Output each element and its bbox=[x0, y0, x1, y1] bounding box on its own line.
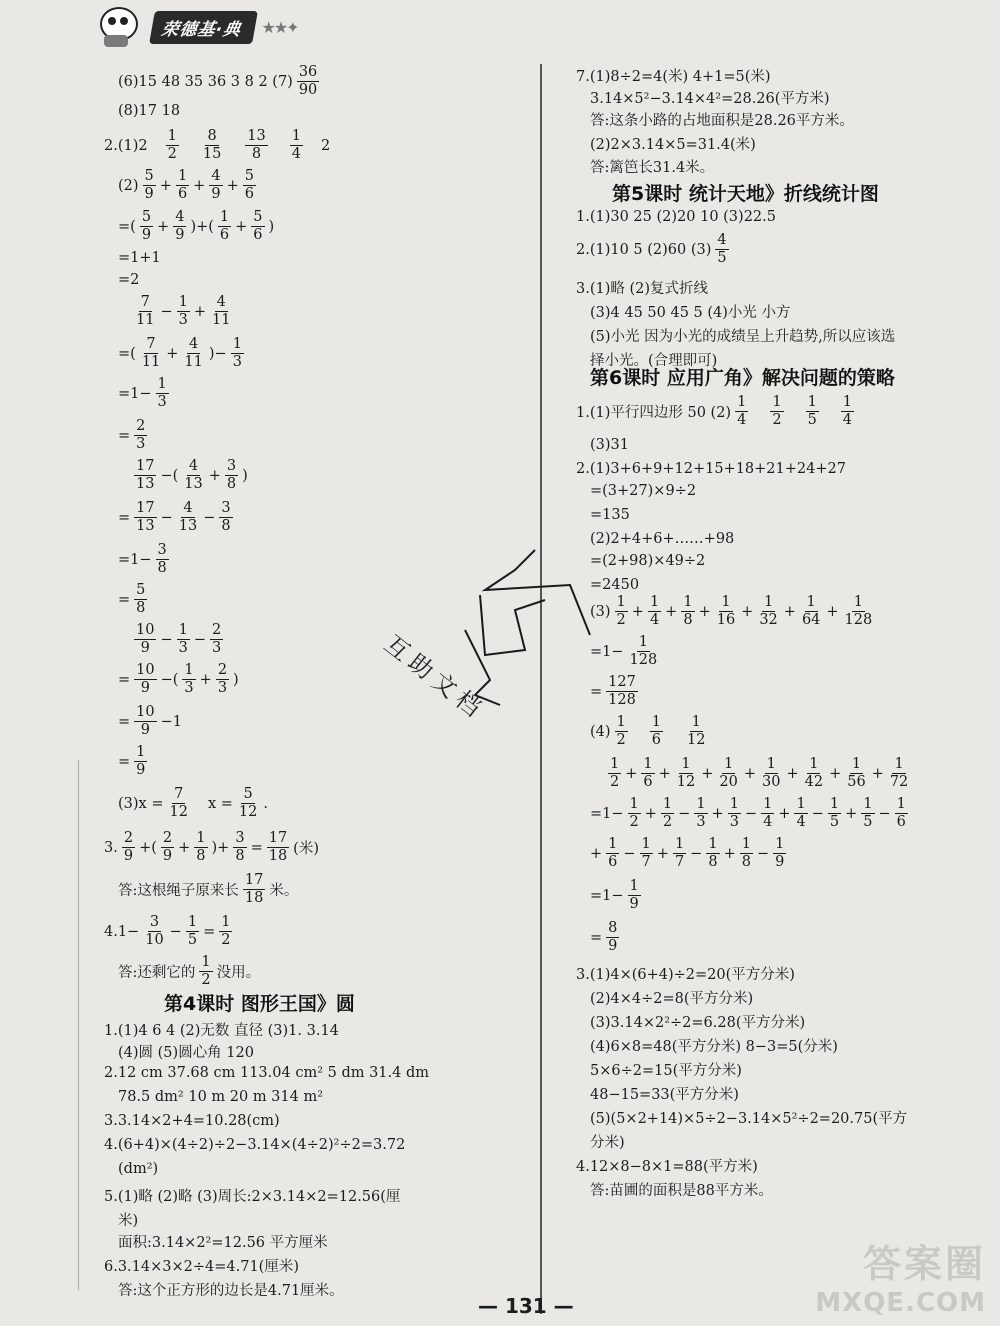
answer-line: (8)17 18 bbox=[118, 103, 181, 119]
answer-line: = $\frac{2}{3}$ bbox=[118, 418, 146, 453]
answer-line: 4.12×8−8×1=88(平方米) bbox=[576, 1159, 758, 1175]
answer-line: (2)2+4+6+……+98 bbox=[590, 531, 735, 547]
answer-line: 4.(6+4)×(4÷2)÷2−3.14×(4÷2)²÷2=3.72 bbox=[104, 1137, 406, 1153]
answer-line: 答:苗圃的面积是88平方米。 bbox=[590, 1183, 773, 1199]
answer-line: (4)圆 (5)圆心角 120 bbox=[118, 1045, 254, 1061]
answer-line: =1− $\frac{1}{9}$ bbox=[590, 878, 639, 913]
brand-title: 荣德基·典 bbox=[149, 11, 258, 44]
answer-line: =( $\frac{5}{9}$ + $\frac{4}{9}$ )+( $\frac{1}{6}$ + $\frac{5}{6}$ ) bbox=[118, 209, 275, 244]
answer-line: 面积:3.14×2²=12.56 平方厘米 bbox=[118, 1235, 328, 1251]
page-number: — 131 — bbox=[478, 1294, 574, 1318]
answer-line: =( $\frac{7}{11}$ + $\frac{4}{11}$ )− $\frac{1}{3}$ bbox=[118, 336, 242, 371]
answer-line: =2450 bbox=[590, 577, 640, 593]
answer-line: 4.1− $\frac{3}{10}$ − $\frac{1}{5}$ = $\frac{1}{2}$ bbox=[104, 914, 231, 949]
answer-line: =1− $\frac{1}{2}$ + $\frac{1}{2}$ − $\frac{1}{3}$ + $\frac{1}{3}$ − $\frac{1}{4}$ + $\frac{1}{4}$ − $\frac{1}{5}$ + $\frac{1}{5}$ − $\frac{1}{6}$ bbox=[590, 796, 906, 831]
answer-line: (3)3.14×2²÷2=6.28(平方分米) bbox=[590, 1015, 806, 1031]
answer-line: =1+1 bbox=[118, 250, 161, 266]
answer-line: 2.(1)10 5 (2)60 (3) $\frac{4}{5}$ bbox=[576, 232, 727, 267]
answer-line: 1.(1)4 6 4 (2)无数 直径 (3)1. 3.14 bbox=[104, 1023, 339, 1039]
answer-line: 48−15=33(平方分米) bbox=[590, 1087, 739, 1103]
answer-line: (6)15 48 35 36 3 8 2 (7) $\frac{36}{90}$ bbox=[118, 64, 318, 99]
section-heading: 第5课时 统计天地》折线统计图 bbox=[612, 183, 879, 205]
stamp-text: 互助文档 bbox=[379, 629, 491, 726]
answer-line: 78.5 dm² 10 m 20 m 314 m² bbox=[118, 1089, 324, 1105]
answer-line: 5.(1)略 (2)略 (3)周长:2×3.14×2=12.56(厘 bbox=[104, 1189, 401, 1205]
answer-line: (3) $\frac{1}{2}$ + $\frac{1}{4}$ + $\frac{1}{8}$ + $\frac{1}{16}$ + $\frac{1}{32}$ + $\frac{1}{64}$ + $\frac{1}{128}$ bbox=[590, 594, 873, 629]
answer-line: 答:这条小路的占地面积是28.26平方米。 bbox=[590, 113, 854, 129]
answer-line: =1− $\frac{1}{128}$ bbox=[590, 634, 658, 669]
answer-line: = $\frac{10}{9}$ −1 bbox=[118, 704, 182, 739]
answer-line: =135 bbox=[590, 507, 630, 523]
answer-line: =(2+98)×49÷2 bbox=[590, 553, 706, 569]
answer-line: (5)小光 因为小光的成绩呈上升趋势,所以应该选 bbox=[590, 329, 896, 345]
answer-line: 3.(1)略 (2)复式折线 bbox=[576, 281, 709, 297]
answer-line: 5×6÷2=15(平方分米) bbox=[590, 1063, 742, 1079]
answer-line: (5)(5×2+14)×5÷2−3.14×5²÷2=20.75(平方 bbox=[590, 1111, 908, 1127]
answer-line: = $\frac{1}{9}$ bbox=[118, 744, 146, 779]
answer-line: $\frac{17}{13}$ −( $\frac{4}{13}$ + $\frac{3}{8}$ ) bbox=[136, 458, 248, 493]
answer-line: 6.3.14×3×2÷4=4.71(厘米) bbox=[104, 1259, 299, 1275]
answer-line: 3.14×5²−3.14×4²=28.26(平方米) bbox=[590, 91, 830, 107]
answer-line: (3)31 bbox=[590, 437, 629, 453]
answer-line: 答:还剩它的 $\frac{1}{2}$ 没用。 bbox=[118, 954, 261, 989]
margin-line bbox=[78, 760, 79, 1290]
answer-line: 答:这个正方形的边长是4.71厘米。 bbox=[118, 1283, 344, 1299]
answer-line: = $\frac{10}{9}$ −( $\frac{1}{3}$ + $\frac{2}{3}$ ) bbox=[118, 662, 239, 697]
answer-line: =1− $\frac{3}{8}$ bbox=[118, 542, 167, 577]
answer-line: (2)2×3.14×5=31.4(米) bbox=[590, 137, 756, 153]
answer-line: 答:篱笆长31.4米。 bbox=[590, 160, 715, 176]
answer-line: (dm²) bbox=[118, 1161, 159, 1177]
answer-line: 米) bbox=[118, 1213, 139, 1229]
answer-line: (3)4 45 50 45 5 (4)小光 小方 bbox=[590, 305, 791, 321]
answer-line: $\frac{10}{9}$ − $\frac{1}{3}$ − $\frac{2}{3}$ bbox=[136, 622, 222, 657]
answer-line: (3)x = $\frac{7}{12}$ x = $\frac{5}{12}$ . bbox=[118, 786, 268, 821]
answer-line: = $\frac{5}{8}$ bbox=[118, 582, 146, 617]
answer-line: =(3+27)×9÷2 bbox=[590, 483, 697, 499]
answer-line: (4) $\frac{1}{2}$ $\frac{1}{6}$ $\frac{1}{12}$ bbox=[590, 714, 706, 749]
section-heading: 第4课时 图形王国》圆 bbox=[164, 993, 355, 1015]
answer-line: 择小光。(合理即可) bbox=[590, 353, 718, 369]
answer-line: = $\frac{8}{9}$ bbox=[590, 920, 618, 955]
answer-line: 答:这根绳子原来长 $\frac{17}{18}$ 米。 bbox=[118, 872, 299, 907]
answer-line: =1− $\frac{1}{3}$ bbox=[118, 376, 167, 411]
answer-line: (2) $\frac{5}{9}$ + $\frac{1}{6}$ + $\frac{4}{9}$ + $\frac{5}{6}$ bbox=[118, 168, 254, 203]
watermark-url: MXQE.COM bbox=[815, 1288, 986, 1318]
stamp-drawing bbox=[395, 540, 615, 730]
answer-line: (4)6×8=48(平方分米) 8−3=5(分米) bbox=[590, 1039, 838, 1055]
watermark-title: 答案圈 bbox=[862, 1242, 986, 1286]
site-watermark bbox=[815, 1233, 986, 1318]
answer-line: $\frac{7}{11}$ − $\frac{1}{3}$ + $\frac{4}{11}$ bbox=[136, 294, 231, 329]
mascot-logo bbox=[92, 5, 144, 49]
answer-line: 1.(1)平行四边形 50 (2) $\frac{1}{4}$ $\frac{1}{2}$ $\frac{1}{5}$ $\frac{1}{4}$ bbox=[576, 394, 853, 429]
answer-line: = $\frac{17}{13}$ − $\frac{4}{13}$ − $\frac{3}{8}$ bbox=[118, 500, 231, 535]
stars-decoration-icon: ★★✦ bbox=[261, 17, 298, 37]
answer-line: 2.12 cm 37.68 cm 113.04 cm² 5 dm 31.4 dm bbox=[104, 1065, 430, 1081]
answer-line: =2 bbox=[118, 272, 140, 288]
answer-line: 3. $\frac{2}{9}$ +( $\frac{2}{9}$ + $\frac{1}{8}$ )+ $\frac{3}{8}$ = $\frac{17}{18}$ (米) bbox=[104, 830, 319, 865]
answer-line: 1.(1)30 25 (2)20 10 (3)22.5 bbox=[576, 209, 776, 225]
answer-line: 分米) bbox=[590, 1135, 625, 1151]
answer-line: 3.(1)4×(6+4)÷2=20(平方分米) bbox=[576, 967, 795, 983]
answer-line: (2)4×4÷2=8(平方分米) bbox=[590, 991, 754, 1007]
answer-line: 2.(1)2 $\frac{1}{2}$ $\frac{8}{15}$ $\frac{13}{8}$ $\frac{1}{4}$ 2 bbox=[104, 128, 331, 163]
answer-line: = $\frac{127}{128}$ bbox=[590, 674, 636, 709]
brand-badge bbox=[92, 6, 342, 48]
answer-line: 2.(1)3+6+9+12+15+18+21+24+27 bbox=[576, 461, 846, 477]
answer-line: 7.(1)8÷2=4(米) 4+1=5(米) bbox=[576, 69, 771, 85]
answer-line: + $\frac{1}{6}$ − $\frac{1}{7}$ + $\frac{1}{7}$ − $\frac{1}{8}$ + $\frac{1}{8}$ − $\frac{1}{9}$ bbox=[590, 836, 785, 871]
answer-line: $\frac{1}{2}$ + $\frac{1}{6}$ + $\frac{1}{12}$ + $\frac{1}{20}$ + $\frac{1}{30}$ + $\frac{1}{42}$ + $\frac{1}{56}$ + $\frac{1}{72}$ bbox=[610, 756, 909, 791]
section-heading: 第6课时 应用广角》解决问题的策略 bbox=[590, 367, 895, 389]
answer-line: 3.3.14×2+4=10.28(cm) bbox=[104, 1113, 280, 1129]
